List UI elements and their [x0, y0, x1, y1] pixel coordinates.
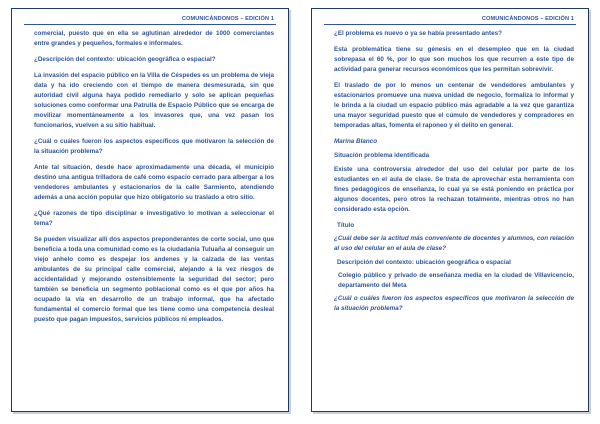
question-heading: ¿Qué razones de tipo disciplinar e investigativo lo motivan a seleccionar el tema?	[34, 210, 274, 227]
paragraph: La invasión del espacio público en la Villa de Céspedes es un problema de vieja data y ha ido creciendo con el tiempo de manera desmesurada, sin que autoridad civil alguna haya podido remediarlo y solo se aplican pequeñas soluciones como conformar una Patrulla de Espacio Público que se encarga de movilizar momentáneamente a los invasores que, una vez pasan los funcionarios, vuelven a su sitio habitual.	[34, 72, 274, 129]
left-page	[11, 8, 289, 412]
paragraph: Ante tal situación, desde hace aproximadamente una década, el municipio destinó una antigua trilladora de café como espacio cerrado para albergar a los vendedores ambulantes y estacionarios de la calle Sarmiento, atendiendo además a una acción popular que hizo obligatorio su traslado a otro sitio.	[34, 164, 274, 201]
question-heading: ¿Descripción del contexto: ubicación geográfica o espacial?	[34, 56, 216, 63]
section-heading: Situación problema identificada	[334, 152, 430, 159]
paragraph: Esta problemática tiene su génesis en el desempleo que en la ciudad sobrepasa el 60 %, por lo que son muchos los que recurren a este tipo de actividad para generar recursos económicos que les permitan sobrevivir.	[334, 46, 574, 73]
question-heading: ¿Cuál o cuáles fueron los aspectos específicos que motivaron la selección de la situación problema?	[334, 295, 574, 312]
paragraph: Existe una controversia alrededor del uso del celular por parte de los estudiantes en el aula de clase. Se trata de aprovechar esta herramienta con fines pedagógicos de enseñanza, lo cual ya se está poniendo en práctica por algunos docentes, pero otros la rechazan totalmente, mientras otros no han considerado esta opción.	[334, 166, 574, 213]
page-header: COMUNICÁNDONOS – EDICIÓN 1	[181, 16, 274, 22]
right-page	[311, 8, 589, 412]
author-name: Marina Blanco	[334, 138, 378, 145]
paragraph: El traslado de por lo menos un centenar de vendedores ambulantes y estacionarios promueve una nueva unidad de negocio, formaliza lo informal y le brinda a la ciudad un espacio público más agradable a la vez que garantiza una mayor seguridad puesto que el cúmulo de vendedores y compradores en temporadas altas, fomenta el raponeo y el delito en general.	[334, 82, 574, 129]
section-heading: Descripción del contexto: ubicación geográfica o espacial	[337, 259, 511, 266]
header-rule	[24, 24, 276, 25]
paragraph: Se pueden visualizar allí dos aspectos preponderantes de corte social, uno que beneficia a toda una comunidad como es la ciudadanía Tuluaña al conseguir un viejo anhelo como es despejar los andenes y la calzada de las ventas ambulantes de su principal calle comercial, alejando a la vez riesgos de accidentalidad y mejorando ostensiblemente la seguridad del sector; pero también se beneficia un segmento poblacional como es el que por años ha ocupado la vía en desarrollo de un trabajo informal, que ha afectado fundamental el comercio formal que les tiene como una competencia desleal puesto que pagan impuestos, servicios públicos ni empleados.	[34, 236, 274, 323]
page-body	[334, 29, 574, 318]
question-heading: ¿Cuál o cuáles fueron los aspectos específicos que motivaron la selección de la situación problema?	[34, 138, 274, 155]
question-heading: ¿Cuál debe ser la actitud más conveniente de docentes y alumnos, con relación al uso del celular en el aula de clase?	[334, 235, 574, 252]
paragraph: Colegio público y privado de enseñanza media en la ciudad de Villavicencio, departamento del Meta	[338, 272, 574, 289]
section-heading: Título	[337, 222, 355, 229]
paragraph: comercial, puesto que en ella se aglutinan alrededor de 1000 comerciantes entre grandes y pequeños, formales e informales.	[34, 30, 274, 47]
header-rule	[324, 24, 576, 25]
question-heading: ¿El problema es nuevo o ya se había presentado antes?	[334, 30, 502, 37]
page-body	[34, 29, 274, 331]
page-header: COMUNICÁNDONOS – EDICIÓN 1	[481, 16, 574, 22]
